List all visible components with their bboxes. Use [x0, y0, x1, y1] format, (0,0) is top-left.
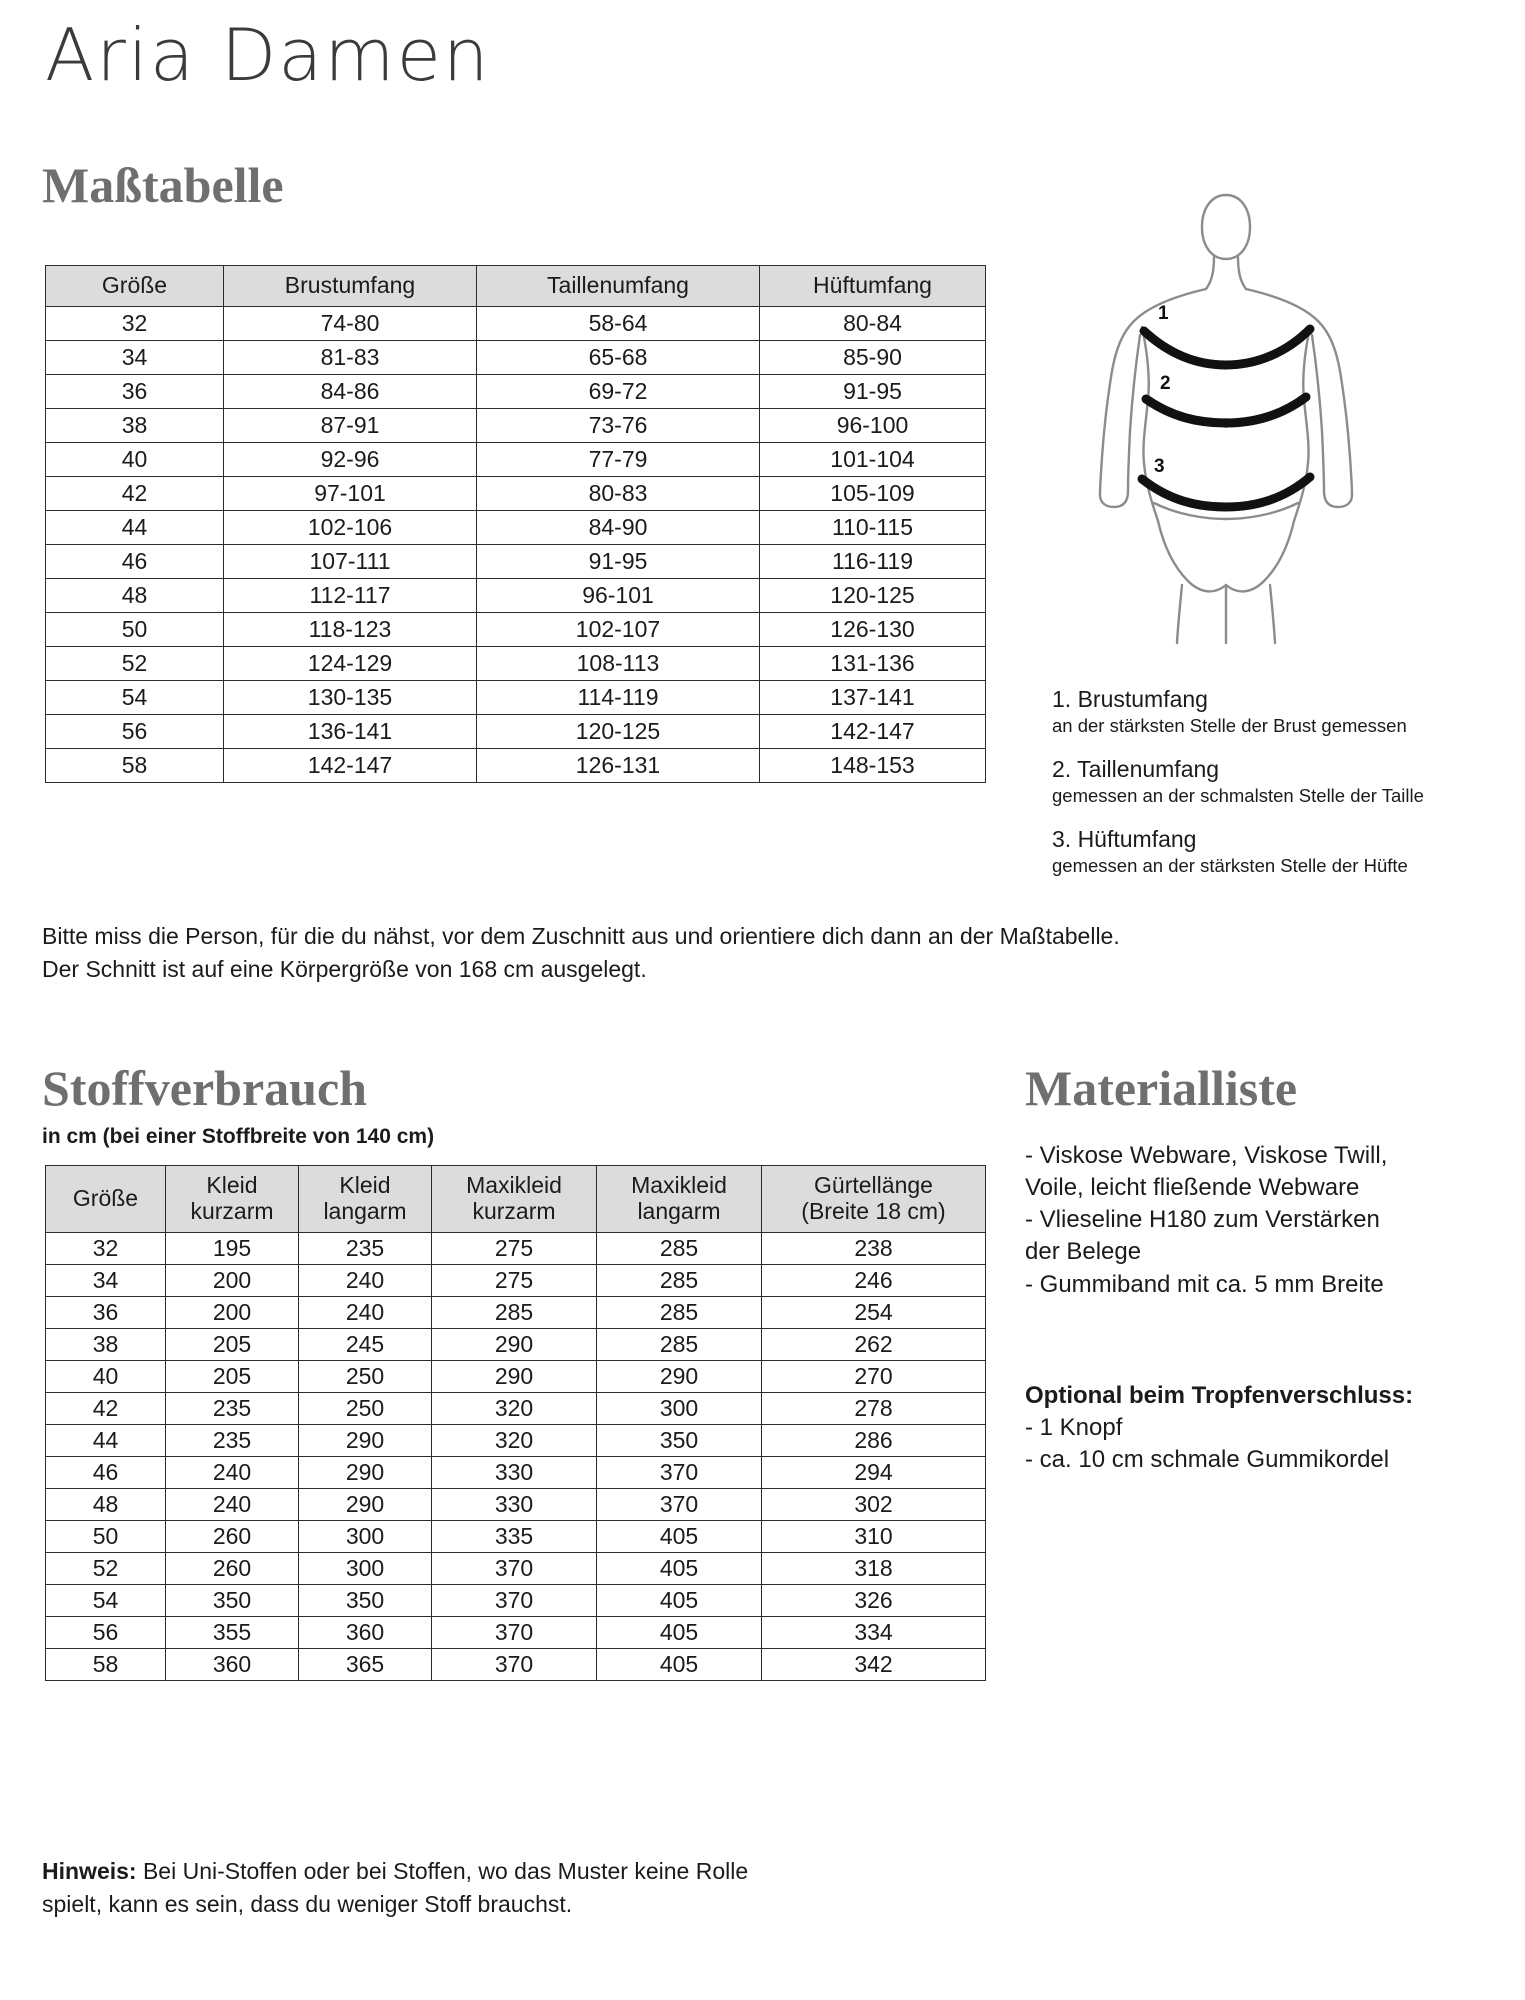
cell-size: 34	[46, 1264, 166, 1296]
column-header-maxi-short-line-2: kurzarm	[472, 1197, 556, 1224]
cell-waist: 65-68	[477, 340, 760, 374]
cell-dress-short: 235	[166, 1424, 299, 1456]
cell-size: 36	[46, 374, 224, 408]
legend-item-bust-title: 1. Brustumfang	[1052, 686, 1208, 712]
table-row	[46, 680, 986, 714]
material-heading: Materialliste	[1025, 1060, 1298, 1116]
cell-belt-length: 238	[762, 1232, 986, 1264]
table-row	[46, 374, 986, 408]
cell-size: 54	[46, 680, 224, 714]
cell-size: 40	[46, 1360, 166, 1392]
cell-maxi-long: 285	[597, 1232, 762, 1264]
cell-hip: 80-84	[760, 306, 986, 340]
column-header-dress-long-line-1: Kleid	[339, 1172, 391, 1198]
table-row	[46, 612, 986, 646]
cell-hip: 142-147	[760, 714, 986, 748]
column-header-belt-length-line-2: (Breite 18 cm)	[801, 1197, 946, 1224]
cell-dress-long: 350	[299, 1584, 432, 1616]
cell-maxi-short: 370	[432, 1552, 597, 1584]
cell-waist: 102-107	[477, 612, 760, 646]
cell-dress-short: 200	[166, 1296, 299, 1328]
cell-hip: 105-109	[760, 476, 986, 510]
cell-size: 50	[46, 612, 224, 646]
cell-maxi-long: 370	[597, 1456, 762, 1488]
cell-belt-length: 270	[762, 1360, 986, 1392]
material-list-line-1: - Viskose Webware, Viskose Twill,	[1025, 1142, 1388, 1169]
cell-maxi-short: 275	[432, 1264, 597, 1296]
column-header-dress-short-line-2: kurzarm	[190, 1197, 274, 1224]
cell-size: 48	[46, 1488, 166, 1520]
fabric-subtitle: in cm (bei einer Stoffbreite von 140 cm)	[42, 1125, 435, 1148]
table-row	[46, 1392, 986, 1424]
cell-waist: 69-72	[477, 374, 760, 408]
column-header-belt-length	[762, 1166, 986, 1233]
cell-size: 56	[46, 714, 224, 748]
cell-bust: 97-101	[224, 476, 477, 510]
cell-maxi-long: 290	[597, 1360, 762, 1392]
cell-waist: 120-125	[477, 714, 760, 748]
cell-maxi-long: 350	[597, 1424, 762, 1456]
table-header-row	[46, 266, 986, 307]
cell-bust: 107-111	[224, 544, 477, 578]
cell-dress-long: 360	[299, 1616, 432, 1648]
cell-maxi-short: 370	[432, 1584, 597, 1616]
table-row	[46, 1424, 986, 1456]
cell-bust: 136-141	[224, 714, 477, 748]
cell-waist: 126-131	[477, 748, 760, 782]
cell-size: 52	[46, 1552, 166, 1584]
cell-maxi-long: 405	[597, 1552, 762, 1584]
cell-maxi-long: 405	[597, 1584, 762, 1616]
cell-belt-length: 278	[762, 1392, 986, 1424]
column-header-maxi-short	[432, 1166, 597, 1233]
cell-dress-short: 235	[166, 1392, 299, 1424]
cell-size: 56	[46, 1616, 166, 1648]
column-header-waist: Taillenumfang	[477, 266, 760, 307]
cell-dress-short: 200	[166, 1264, 299, 1296]
cell-maxi-short: 330	[432, 1488, 597, 1520]
measurement-legend	[1052, 685, 1502, 877]
table-row	[46, 1552, 986, 1584]
figure-marker-2-label: 2	[1160, 373, 1171, 394]
material-list-line-2: Voile, leicht fließende Webware	[1025, 1174, 1360, 1202]
measurement-note	[42, 920, 1282, 987]
column-header-maxi-short-line-1: Maxikleid	[466, 1172, 562, 1198]
cell-belt-length: 254	[762, 1296, 986, 1328]
cell-size: 42	[46, 476, 224, 510]
optional-material-item-1: - 1 Knopf	[1025, 1414, 1123, 1442]
cell-maxi-long: 285	[597, 1328, 762, 1360]
cell-waist: 91-95	[477, 544, 760, 578]
cell-belt-length: 286	[762, 1424, 986, 1456]
fabric-consumption-table	[45, 1165, 986, 1681]
cell-maxi-short: 320	[432, 1392, 597, 1424]
cell-size: 32	[46, 306, 224, 340]
cell-bust: 142-147	[224, 748, 477, 782]
table-row	[46, 510, 986, 544]
legend-item-bust	[1052, 685, 1502, 737]
column-header-dress-long-line-2: langarm	[323, 1197, 407, 1224]
cell-maxi-long: 285	[597, 1264, 762, 1296]
cell-bust: 124-129	[224, 646, 477, 680]
measurements-table	[45, 265, 986, 783]
column-header-hip: Hüftumfang	[760, 266, 986, 307]
table-row	[46, 1360, 986, 1392]
cell-size: 32	[46, 1232, 166, 1264]
cell-waist: 73-76	[477, 408, 760, 442]
cell-bust: 118-123	[224, 612, 477, 646]
column-header-maxi-long	[597, 1166, 762, 1233]
cell-dress-long: 250	[299, 1360, 432, 1392]
measurement-note-line-2: Der Schnitt ist auf eine Körpergröße von 168 cm ausgelegt.	[42, 956, 647, 983]
cell-belt-length: 310	[762, 1520, 986, 1552]
table-row	[46, 1264, 986, 1296]
cell-dress-long: 235	[299, 1232, 432, 1264]
cell-belt-length: 334	[762, 1616, 986, 1648]
cell-maxi-short: 290	[432, 1360, 597, 1392]
cell-maxi-long: 405	[597, 1520, 762, 1552]
column-header-belt-length-line-1: Gürtellänge	[814, 1172, 933, 1198]
cell-size: 58	[46, 1648, 166, 1680]
material-list	[1025, 1140, 1495, 1301]
cell-size: 58	[46, 748, 224, 782]
column-header-dress-long	[299, 1166, 432, 1233]
cell-hip: 85-90	[760, 340, 986, 374]
optional-material-title: Optional beim Tropfenverschluss:	[1025, 1382, 1414, 1409]
cell-dress-short: 205	[166, 1328, 299, 1360]
cell-bust: 92-96	[224, 442, 477, 476]
legend-item-bust-desc: an der stärksten Stelle der Brust gemessen	[1052, 714, 1407, 736]
table-row	[46, 1648, 986, 1680]
cell-waist: 108-113	[477, 646, 760, 680]
cell-bust: 102-106	[224, 510, 477, 544]
cell-size: 38	[46, 408, 224, 442]
cell-dress-long: 365	[299, 1648, 432, 1680]
cell-size: 48	[46, 578, 224, 612]
cell-dress-short: 205	[166, 1360, 299, 1392]
table-row	[46, 578, 986, 612]
column-header-size: Größe	[46, 266, 224, 307]
female-torso-figure	[1030, 185, 1470, 645]
cell-maxi-short: 290	[432, 1328, 597, 1360]
cell-dress-short: 260	[166, 1552, 299, 1584]
measurements-heading: Maßtabelle	[42, 157, 284, 213]
cell-hip: 137-141	[760, 680, 986, 714]
cell-hip: 101-104	[760, 442, 986, 476]
cell-waist: 114-119	[477, 680, 760, 714]
fabric-hinweis-line-2: spielt, kann es sein, dass du weniger Stoff brauchst.	[42, 1890, 573, 1917]
table-row	[46, 1616, 986, 1648]
table-row	[46, 408, 986, 442]
table-row	[46, 1296, 986, 1328]
table-header-row	[46, 1166, 986, 1233]
table-row	[46, 442, 986, 476]
fabric-heading: Stoffverbrauch	[42, 1060, 367, 1116]
figure-marker-3-label: 3	[1154, 456, 1165, 477]
cell-dress-short: 260	[166, 1520, 299, 1552]
cell-waist: 77-79	[477, 442, 760, 476]
legend-item-hip-desc: gemessen an der stärksten Stelle der Hüfte	[1052, 854, 1408, 876]
body-measurement-diagram	[1030, 185, 1470, 645]
cell-size: 54	[46, 1584, 166, 1616]
cell-maxi-long: 300	[597, 1392, 762, 1424]
table-row	[46, 306, 986, 340]
table-row	[46, 340, 986, 374]
column-header-dress-short	[166, 1166, 299, 1233]
cell-belt-length: 262	[762, 1328, 986, 1360]
column-header-bust: Brustumfang	[224, 266, 477, 307]
cell-maxi-long: 285	[597, 1296, 762, 1328]
cell-belt-length: 342	[762, 1648, 986, 1680]
table-row	[46, 1488, 986, 1520]
cell-size: 50	[46, 1520, 166, 1552]
table-row	[46, 714, 986, 748]
cell-dress-long: 245	[299, 1328, 432, 1360]
optional-material-block	[1025, 1380, 1495, 1476]
cell-waist: 80-83	[477, 476, 760, 510]
legend-item-hip	[1052, 825, 1502, 877]
fabric-hinweis-label: Hinweis:	[42, 1858, 137, 1884]
tape-hip	[1142, 477, 1310, 507]
cell-dress-long: 300	[299, 1520, 432, 1552]
cell-size: 46	[46, 1456, 166, 1488]
figure-marker-1-label: 1	[1158, 303, 1169, 324]
cell-dress-short: 240	[166, 1488, 299, 1520]
cell-maxi-short: 320	[432, 1424, 597, 1456]
cell-maxi-long: 370	[597, 1488, 762, 1520]
cell-hip: 96-100	[760, 408, 986, 442]
cell-dress-long: 240	[299, 1264, 432, 1296]
cell-hip: 116-119	[760, 544, 986, 578]
column-header-dress-short-line-1: Kleid	[206, 1172, 258, 1198]
cell-size: 40	[46, 442, 224, 476]
cell-hip: 120-125	[760, 578, 986, 612]
table-row	[46, 1232, 986, 1264]
fabric-hinweis-text-1: Bei Uni-Stoffen oder bei Stoffen, wo das Muster keine Rolle	[136, 1858, 749, 1884]
cell-belt-length: 318	[762, 1552, 986, 1584]
tape-bust	[1144, 329, 1310, 365]
legend-item-hip-title: 3. Hüftumfang	[1052, 825, 1197, 852]
column-header-maxi-long-line-2: langarm	[637, 1197, 721, 1224]
cell-dress-short: 240	[166, 1456, 299, 1488]
table-row	[46, 646, 986, 680]
table-row	[46, 748, 986, 782]
cell-dress-short: 195	[166, 1232, 299, 1264]
cell-belt-length: 302	[762, 1488, 986, 1520]
cell-waist: 58-64	[477, 306, 760, 340]
material-list-line-3: - Vlieseline H180 zum Verstärken	[1025, 1206, 1380, 1234]
cell-hip: 91-95	[760, 374, 986, 408]
table-row	[46, 1328, 986, 1360]
column-header-maxi-long-line-1: Maxikleid	[631, 1172, 727, 1198]
cell-maxi-long: 405	[597, 1616, 762, 1648]
cell-size: 44	[46, 510, 224, 544]
cell-maxi-short: 370	[432, 1648, 597, 1680]
column-header-size	[46, 1166, 166, 1233]
cell-bust: 112-117	[224, 578, 477, 612]
cell-dress-long: 290	[299, 1424, 432, 1456]
cell-size: 38	[46, 1328, 166, 1360]
cell-hip: 126-130	[760, 612, 986, 646]
cell-dress-short: 350	[166, 1584, 299, 1616]
cell-bust: 84-86	[224, 374, 477, 408]
table-row	[46, 1520, 986, 1552]
table-row	[46, 476, 986, 510]
cell-size: 34	[46, 340, 224, 374]
cell-hip: 148-153	[760, 748, 986, 782]
cell-dress-short: 355	[166, 1616, 299, 1648]
cell-bust: 74-80	[224, 306, 477, 340]
table-row	[46, 1456, 986, 1488]
cell-dress-short: 360	[166, 1648, 299, 1680]
cell-hip: 110-115	[760, 510, 986, 544]
cell-size: 46	[46, 544, 224, 578]
legend-item-waist-title: 2. Taillenumfang	[1052, 755, 1220, 782]
cell-maxi-short: 285	[432, 1296, 597, 1328]
cell-dress-long: 240	[299, 1296, 432, 1328]
cell-maxi-long: 405	[597, 1648, 762, 1680]
cell-dress-long: 290	[299, 1456, 432, 1488]
cell-waist: 96-101	[477, 578, 760, 612]
page-title: Aria Damen	[45, 13, 491, 97]
tape-waist	[1146, 397, 1306, 423]
cell-belt-length: 246	[762, 1264, 986, 1296]
column-header-size-line-1: Größe	[72, 1184, 139, 1211]
legend-item-waist-desc: gemessen an der schmalsten Stelle der Taille	[1052, 784, 1424, 806]
cell-maxi-short: 330	[432, 1456, 597, 1488]
material-list-line-4: der Belege	[1025, 1238, 1142, 1266]
fabric-hinweis	[42, 1855, 942, 1920]
table-row	[46, 1584, 986, 1616]
legend-item-waist	[1052, 755, 1502, 807]
cell-dress-long: 250	[299, 1392, 432, 1424]
cell-maxi-short: 275	[432, 1232, 597, 1264]
cell-size: 36	[46, 1296, 166, 1328]
cell-bust: 130-135	[224, 680, 477, 714]
cell-size: 42	[46, 1392, 166, 1424]
cell-dress-long: 300	[299, 1552, 432, 1584]
cell-waist: 84-90	[477, 510, 760, 544]
material-list-line-5: - Gummiband mit ca. 5 mm Breite	[1025, 1270, 1384, 1298]
fabric-hinweis-line-1	[42, 1855, 942, 1888]
cell-bust: 81-83	[224, 340, 477, 374]
table-row	[46, 544, 986, 578]
cell-maxi-short: 335	[432, 1520, 597, 1552]
cell-hip: 131-136	[760, 646, 986, 680]
cell-belt-length: 294	[762, 1456, 986, 1488]
cell-bust: 87-91	[224, 408, 477, 442]
cell-maxi-short: 370	[432, 1616, 597, 1648]
cell-belt-length: 326	[762, 1584, 986, 1616]
cell-size: 52	[46, 646, 224, 680]
cell-dress-long: 290	[299, 1488, 432, 1520]
optional-material-item-2: - ca. 10 cm schmale Gummikordel	[1025, 1446, 1390, 1474]
cell-size: 44	[46, 1424, 166, 1456]
measurement-note-line-1: Bitte miss die Person, für die du nähst, vor dem Zuschnitt aus und orientiere dich dann an der Maßtabelle.	[42, 923, 1120, 949]
